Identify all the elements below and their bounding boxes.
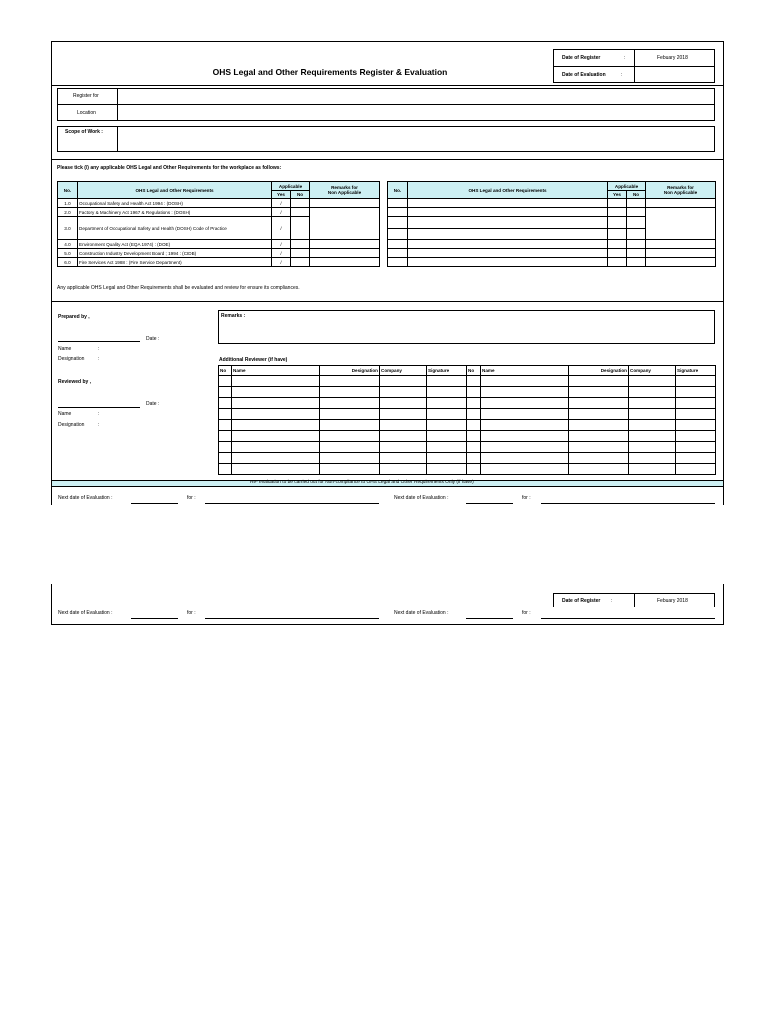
scope-label: Scope of Work : [65,129,103,135]
register-for-field[interactable] [118,89,714,104]
table-row[interactable] [388,208,716,217]
yes-checkbox[interactable]: / [272,199,291,208]
remarks-label: Remarks : [221,313,246,319]
col-requirement: OHS Legal and Other Requirements [78,182,272,199]
scope-field[interactable] [118,127,714,151]
col-remarks: Remarks for Non Applicable [310,182,380,199]
table-row[interactable] [219,398,716,409]
requirements-table-right [387,181,716,267]
additional-reviewer-label: Additional Reviewer (if have) [219,357,288,363]
prepared-designation-label: Designation [58,356,85,362]
table-row[interactable] [388,240,716,249]
remarks-cell[interactable] [310,249,380,258]
for-label-1: for : [187,495,196,501]
next-eval-date-line-1[interactable] [131,503,178,504]
for-label-4: for : [522,610,531,616]
next-eval-date-line-3[interactable] [131,618,178,619]
reviewed-by-label: Reviewed by , [58,379,92,385]
table-row[interactable] [388,199,716,208]
no-checkbox[interactable] [291,208,310,217]
yes-checkbox[interactable]: / [272,240,291,249]
reviewer-table: No Name Designation Company Signature No Name Designation Company Signature [218,365,716,475]
remarks-box[interactable] [218,310,715,344]
table-row[interactable] [219,431,716,442]
col-no-applicable: No [627,191,646,199]
next-eval-label-3: Next date of Evaluation : [58,610,113,616]
footnote-text: Any applicable OHS Legal and Other Requirements shall be evaluated and review for ensure its compliances. [57,285,300,291]
remarks-cell[interactable] [310,240,380,249]
date-of-register-colon: : [624,55,626,61]
table-row: 2.0 Factory & Machinery Act 1967 & Regulations : (DOSH) / [58,208,380,217]
instruction-text: Please tick (/) any applicable OHS Legal and Other Requirements for the workplace as follows: [57,165,282,171]
table-row[interactable] [219,409,716,420]
yes-checkbox[interactable]: / [272,217,291,240]
no-checkbox[interactable] [291,249,310,258]
prepared-date-label: Date : [146,336,160,342]
for-line-2[interactable] [541,503,715,504]
register-for-label: Register for [73,93,99,99]
reviewed-signature-line[interactable] [58,407,140,408]
reviewed-designation-label: Designation [58,422,85,428]
table-row[interactable] [219,442,716,453]
no-checkbox[interactable] [291,217,310,240]
location-label: Location [77,110,96,116]
no-checkbox[interactable] [291,240,310,249]
for-line-1[interactable] [205,503,379,504]
reviewed-date-label: Date : [146,401,160,407]
table-row: 4.0 Environment Quality Act (EQA 1974) : (DOE) / [58,240,380,249]
table-row: 3.0 Department of Occupational Safety and Health (DOSH) Code of Practice / [58,217,380,240]
remarks-cell[interactable] [310,199,380,208]
for-line-4[interactable] [541,618,715,619]
location-field[interactable] [118,105,714,120]
for-label-3: for : [187,610,196,616]
table-row[interactable] [219,420,716,431]
date-of-register-label-2: Date of Register [562,598,601,604]
table-row: 1.0 Occupational Safety and Health Act 1994 : (DOSH) / [58,199,380,208]
col-applicable: Applicable [608,182,646,191]
reviewed-name-label: Name [58,411,72,417]
prepared-signature-line[interactable] [58,341,140,342]
remarks-cell[interactable] [310,208,380,240]
col-no-applicable: No [291,191,310,199]
no-checkbox[interactable] [291,199,310,208]
requirements-table-left [57,181,380,267]
for-label-2: for : [522,495,531,501]
yes-checkbox[interactable]: / [272,258,291,267]
date-of-evaluation-colon: : [621,72,623,78]
col-yes: Yes [608,191,627,199]
col-no: No. [388,182,408,199]
remarks-cell[interactable] [310,258,380,267]
date-of-register-value[interactable]: Febuary 2018 [657,55,688,61]
table-row: 5.0 Construction Industry Development Board ; 1994 : (CIDB) / [58,249,380,258]
date-of-register-label: Date of Register [562,55,601,61]
date-of-evaluation-label: Date of Evaluation [562,72,606,78]
yes-checkbox[interactable]: / [272,208,291,217]
prepared-name-label: Name [58,346,72,352]
no-checkbox[interactable] [291,258,310,267]
next-eval-label-2: Next date of Evaluation : [394,495,449,501]
date-of-register-value-2[interactable]: Febuary 2018 [657,598,688,604]
table-row[interactable] [219,387,716,398]
prepared-by-label: Prepared by , [58,314,90,320]
next-eval-label-1: Next date of Evaluation : [58,495,113,501]
table-row[interactable] [219,464,716,475]
col-requirement: OHS Legal and Other Requirements [408,182,608,199]
table-row[interactable] [219,376,716,387]
next-eval-label-4: Next date of Evaluation : [394,610,449,616]
form-title: OHS Legal and Other Requirements Register & Evaluation [212,67,448,77]
table-row[interactable] [388,249,716,258]
yes-checkbox[interactable]: / [272,249,291,258]
next-eval-date-line-4[interactable] [466,618,513,619]
col-yes: Yes [272,191,291,199]
for-line-3[interactable] [205,618,379,619]
col-remarks: Remarks for Non Applicable [646,182,716,199]
table-row[interactable] [219,453,716,464]
next-eval-date-line-2[interactable] [466,503,513,504]
col-no: No. [58,182,78,199]
col-applicable: Applicable [272,182,310,191]
table-row[interactable] [388,258,716,267]
table-row: 6.0 Fire Services Act 1988 : (Fire Service Department) / [58,258,380,267]
